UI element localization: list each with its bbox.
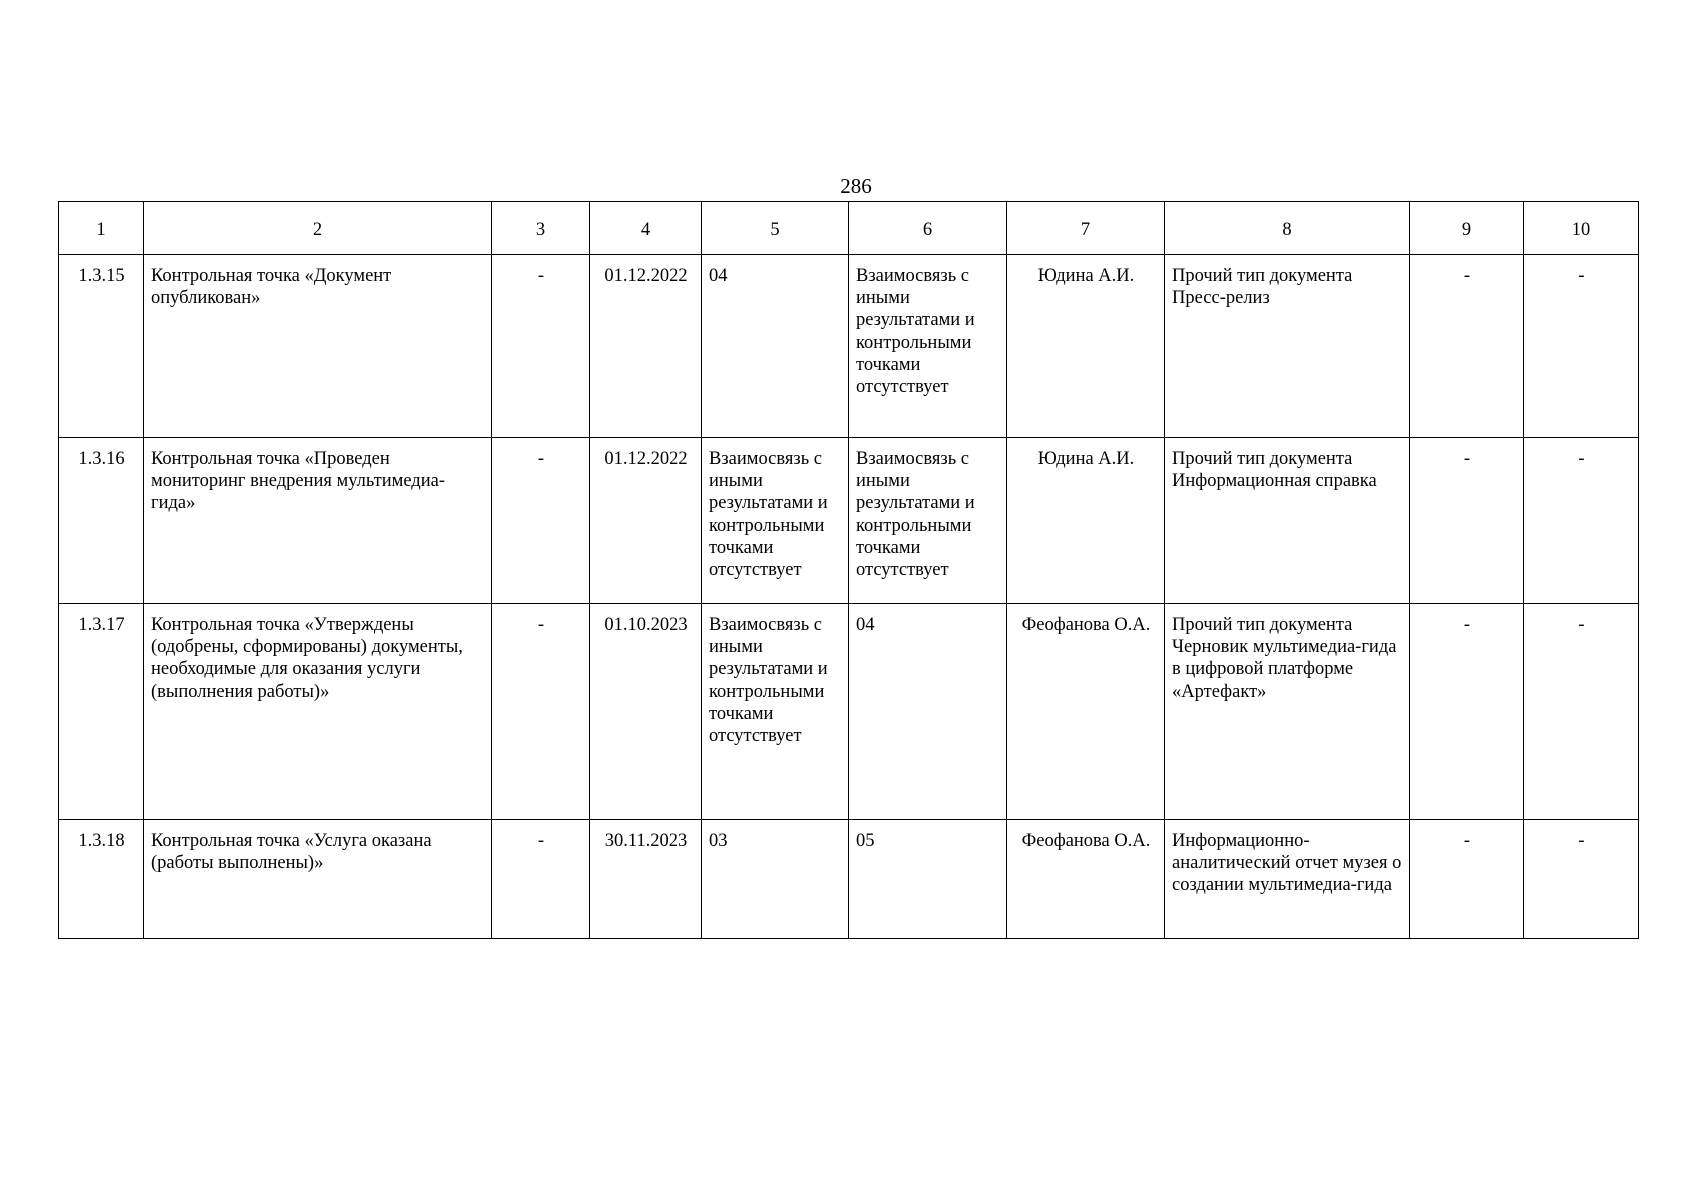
responsible-cell: Феофанова О.А. [1007,604,1165,820]
cell-col-6: Взаимосвязь с иными результатами и контрольными точками отсутствует [849,255,1007,438]
cell-col-5: 04 [702,255,849,438]
row-number: 1.3.15 [59,255,144,438]
cell-col-9: - [1410,438,1524,604]
cell-col-6: 05 [849,820,1007,939]
table-row [59,438,1639,604]
cell-col-9: - [1410,255,1524,438]
document-type-cell: Прочий тип документа Информационная справка [1165,438,1410,604]
column-header: 10 [1524,202,1639,255]
cell-col-5: Взаимосвязь с иными результатами и контрольными точками отсутствует [702,604,849,820]
document-type-cell: Прочий тип документа Пресс-релиз [1165,255,1410,438]
row-number: 1.3.17 [59,604,144,820]
cell-col-5: 03 [702,820,849,939]
row-number: 1.3.18 [59,820,144,939]
column-header: 1 [59,202,144,255]
cell-col-3: - [492,604,590,820]
responsible-cell: Юдина А.И. [1007,438,1165,604]
date-cell: 01.12.2022 [590,438,702,604]
cell-col-9: - [1410,604,1524,820]
column-header: 8 [1165,202,1410,255]
control-point-name: Контрольная точка «Услуга оказана (работы выполнены)» [144,820,492,939]
header-row [59,202,1639,255]
cell-col-3: - [492,820,590,939]
cell-col-10: - [1524,820,1639,939]
column-header: 2 [144,202,492,255]
cell-col-10: - [1524,438,1639,604]
date-cell: 30.11.2023 [590,820,702,939]
column-header: 7 [1007,202,1165,255]
column-header: 5 [702,202,849,255]
document-type-cell: Информационно-аналитический отчет музея о создании мультимедиа-гида [1165,820,1410,939]
cell-col-6: Взаимосвязь с иными результатами и контрольными точками отсутствует [849,438,1007,604]
cell-col-10: - [1524,604,1639,820]
table-row [59,604,1639,820]
control-point-name: Контрольная точка «Утверждены (одобрены, сформированы) документы, необходимые для оказания услуги (выполнения работы)» [144,604,492,820]
cell-col-10: - [1524,255,1639,438]
column-header: 4 [590,202,702,255]
control-point-name: Контрольная точка «Документ опубликован» [144,255,492,438]
table-row [59,255,1639,438]
control-point-name: Контрольная точка «Проведен мониторинг внедрения мультимедиа-гида» [144,438,492,604]
control-points-table [58,201,1639,939]
cell-col-5: Взаимосвязь с иными результатами и контрольными точками отсутствует [702,438,849,604]
responsible-cell: Феофанова О.А. [1007,820,1165,939]
date-cell: 01.10.2023 [590,604,702,820]
table-row [59,820,1639,939]
row-number: 1.3.16 [59,438,144,604]
cell-col-3: - [492,255,590,438]
page-number: 286 [840,174,872,198]
column-header: 6 [849,202,1007,255]
column-header: 3 [492,202,590,255]
responsible-cell: Юдина А.И. [1007,255,1165,438]
cell-col-9: - [1410,820,1524,939]
date-cell: 01.12.2022 [590,255,702,438]
cell-col-3: - [492,438,590,604]
column-header: 9 [1410,202,1524,255]
document-type-cell: Прочий тип документа Черновик мультимедиа-гида в цифровой платформе «Артефакт» [1165,604,1410,820]
cell-col-6: 04 [849,604,1007,820]
